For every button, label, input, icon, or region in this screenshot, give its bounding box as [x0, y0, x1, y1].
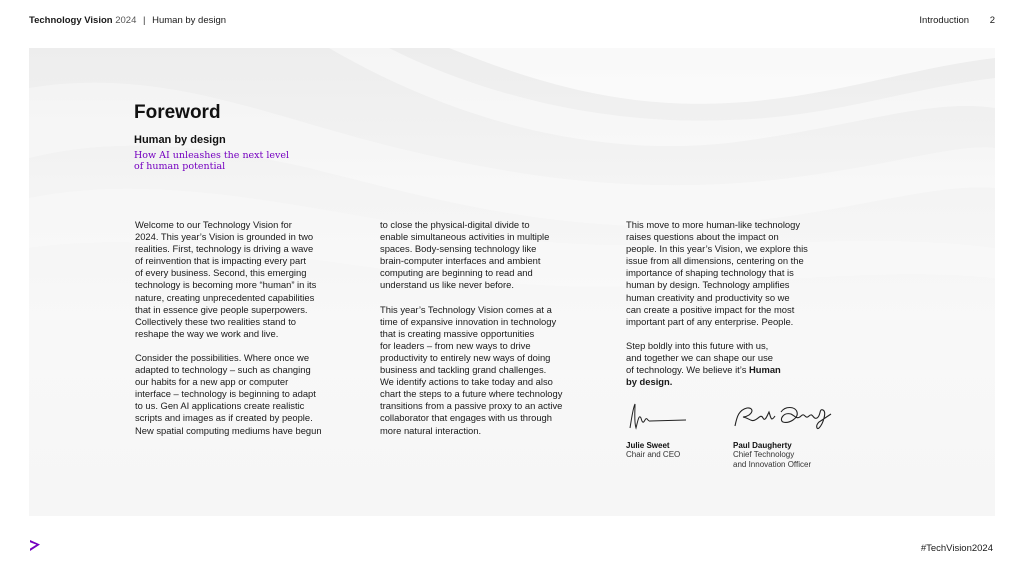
accenture-logo[interactable]: [29, 539, 41, 557]
signatory-name: Paul Daugherty: [733, 441, 792, 450]
text-column-1: [135, 219, 360, 449]
signature-block-2: [733, 402, 833, 470]
section-link[interactable]: Introduction: [919, 15, 970, 26]
closing-paragraph: [626, 340, 851, 388]
header-title: [29, 15, 226, 26]
page-header: [29, 15, 995, 29]
signatory-title: Chief Technology and Innovation Officer: [733, 450, 812, 469]
paragraph: This year’s Technology Vision comes at a time of expansive innovation in technology that is creating massive opportunities for leaders – from new ways to drive productivity to entirely new ways of doing business and tackling grand challenges. We identify actions to take today and also chart the steps to a future where technology transitions from a passive proxy to an active collaborator that engages with us through more natural interaction.: [380, 303, 563, 436]
header-separator: |: [143, 15, 146, 26]
signatory-title: Chair and CEO: [626, 450, 681, 459]
paragraph: Consider the possibilities. Where once we adapted to technology – such as changing our habits for a new app or computer interface – technology is beginning to adapt to us. Gen AI applications create realistic scripts and images as if created by people. New spatial computing mediums have begun: [135, 351, 322, 436]
foreword-tagline: How AI unleashes the next level of human potential: [134, 150, 290, 172]
text-column-3: [626, 219, 851, 400]
paragraph: to close the physical-digital divide to enable simultaneous activities in multiple spaces. Body-sensing technology like brain-computer interfaces and ambient computing are beginning to read and understand us like never before.: [380, 219, 550, 291]
paragraph: Welcome to our Technology Vision for 2024. This year’s Vision is grounded in two realities. First, technology is driving a wave of reinvention that is impacting every part of every business. Second, this emerging technology is becoming more “human” in its nature, creating unprecedented capabilities that in essence give people superpowers. Collectively these two realities stand to reshape the way we work and live.: [135, 219, 317, 339]
chevron-right-icon: [29, 539, 41, 552]
closing-text: Step boldly into this future with us, and together we can shape our use of technology. We believe it’s: [626, 339, 773, 376]
paragraph: This move to more human-like technology raises questions about the impact on people. In this year’s Vision, we explore this issue from all dimensions, centering on the importance of shaping technology that is human by design. Technology amplifies human creativity and productivity so we can create a positive impact for the most important part of any enterprise. People.: [626, 219, 808, 327]
signature-block-1: [626, 402, 688, 460]
header-brand: Technology Vision: [29, 15, 113, 26]
hashtag: #TechVision2024: [920, 543, 993, 554]
header-subtitle: Human by design: [152, 15, 227, 26]
signatory-name: Julie Sweet: [626, 441, 670, 450]
text-column-2: [380, 219, 605, 449]
page-number: 2: [989, 15, 995, 26]
signature-paul-daugherty-image: [733, 402, 833, 432]
signature-julie-sweet-image: [626, 402, 688, 432]
closing-emphasis: Human by design.: [626, 364, 781, 388]
foreword-title: Foreword: [134, 102, 221, 123]
header-nav: [919, 15, 995, 26]
foreword-subtitle: Human by design: [134, 134, 226, 146]
header-year: 2024: [115, 15, 137, 26]
